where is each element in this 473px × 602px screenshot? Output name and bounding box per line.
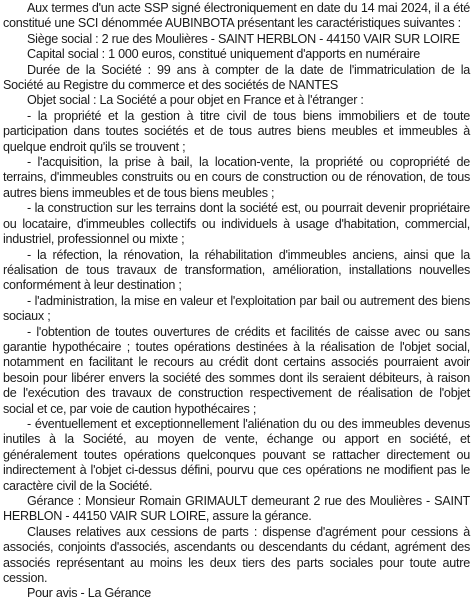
paragraph-purpose-item-2: - l'acquisition, la prise à bail, la location-vente, la propriété ou copropriété de terrains, d'immeubles construits ou en cours de construction ou de rénovation, de tous autres biens immeubles et de tous biens meubles ; <box>3 155 470 200</box>
paragraph-corporate-purpose: Objet social : La Société a pour objet en France et à l'étranger : <box>27 93 364 108</box>
paragraph-purpose-item-4: - la réfection, la rénovation, la réhabilitation d'immeubles anciens, ainsi que la réalisation de tous travaux de transformation, amélioration, installations nouvelles conformément à leur destination ; <box>3 247 470 293</box>
paragraph-management: Gérance : Monsieur Romain GRIMAULT demeurant 2 rue des Moulières - SAINT HERBLON - 44150 VAIR SUR LOIRE, assure la gérance. <box>3 494 470 524</box>
paragraph-purpose-item-3: - la construction sur les terrains dont la société est, ou pourrait devenir propriétaire ou locataire, d'immeubles collectifs ou individuels à usage d'habitation, commercial, industriel, professionnel ou mixte ; <box>3 201 470 247</box>
paragraph-share-transfer-clauses: Clauses relatives aux cessions de parts : dispense d'agrément pour cessions à associés, conjoints d'associés, ascendants ou descendants du cédant, agrément des associés représentant au moins les deux tiers des parts sociales pour toute autre cession. <box>3 524 470 586</box>
paragraph-constitution: Aux termes d'un acte SSP signé électroniquement en date du 14 mai 2024, il a été constitué une SCI dénommée AUBINBOTA présentant les caractéristiques suivantes : <box>3 1 470 31</box>
paragraph-signature: Pour avis - La Gérance <box>27 586 151 601</box>
paragraph-purpose-item-7: - éventuellement et exceptionnellement l'aliénation du ou des immeubles devenus inutiles à la Société, au moyen de vente, échange ou apport en société, et généralement toutes opérations quelconques pouvant se rattacher directement ou indirectement à l'objet ci-dessus défini, pourvu que ces opérations ne modifient pas le caractère civil de la Société. <box>3 416 470 493</box>
paragraph-purpose-item-6: - l'obtention de toutes ouvertures de crédits et facilités de caisse avec ou sans garantie hypothécaire ; toutes opérations destinées à la réalisation de l'objet social, notamment en facilitant le recours au crédit dont certains associés pourraient avoir besoin pour libérer envers la société des sommes dont ils seraient débiteurs, à raison de l'exécution des travaux de construction respectivement de réalisation de l'objet social et ce, par voie de caution hypothécaires ; <box>3 324 470 416</box>
paragraph-duration: Durée de la Société : 99 ans à compter de la date de l'immatriculation de la Société au Registre du commerce et des sociétés de NANTES <box>3 62 470 93</box>
paragraph-registered-office: Siège social : 2 rue des Moulières - SAINT HERBLON - 44150 VAIR SUR LOIRE <box>27 31 460 46</box>
paragraph-purpose-item-1: - la propriété et la gestion à titre civil de tous biens immobiliers et de toute participation dans toutes sociétés et de tous autres biens meubles et immeubles à quelque endroit qu'ils se trouvent ; <box>3 108 470 154</box>
paragraph-share-capital: Capital social : 1 000 euros, constitué uniquement d'apports en numéraire <box>27 47 420 62</box>
paragraph-purpose-item-5: - l'administration, la mise en valeur et l'exploitation par bail ou autrement des biens sociaux ; <box>3 293 470 324</box>
